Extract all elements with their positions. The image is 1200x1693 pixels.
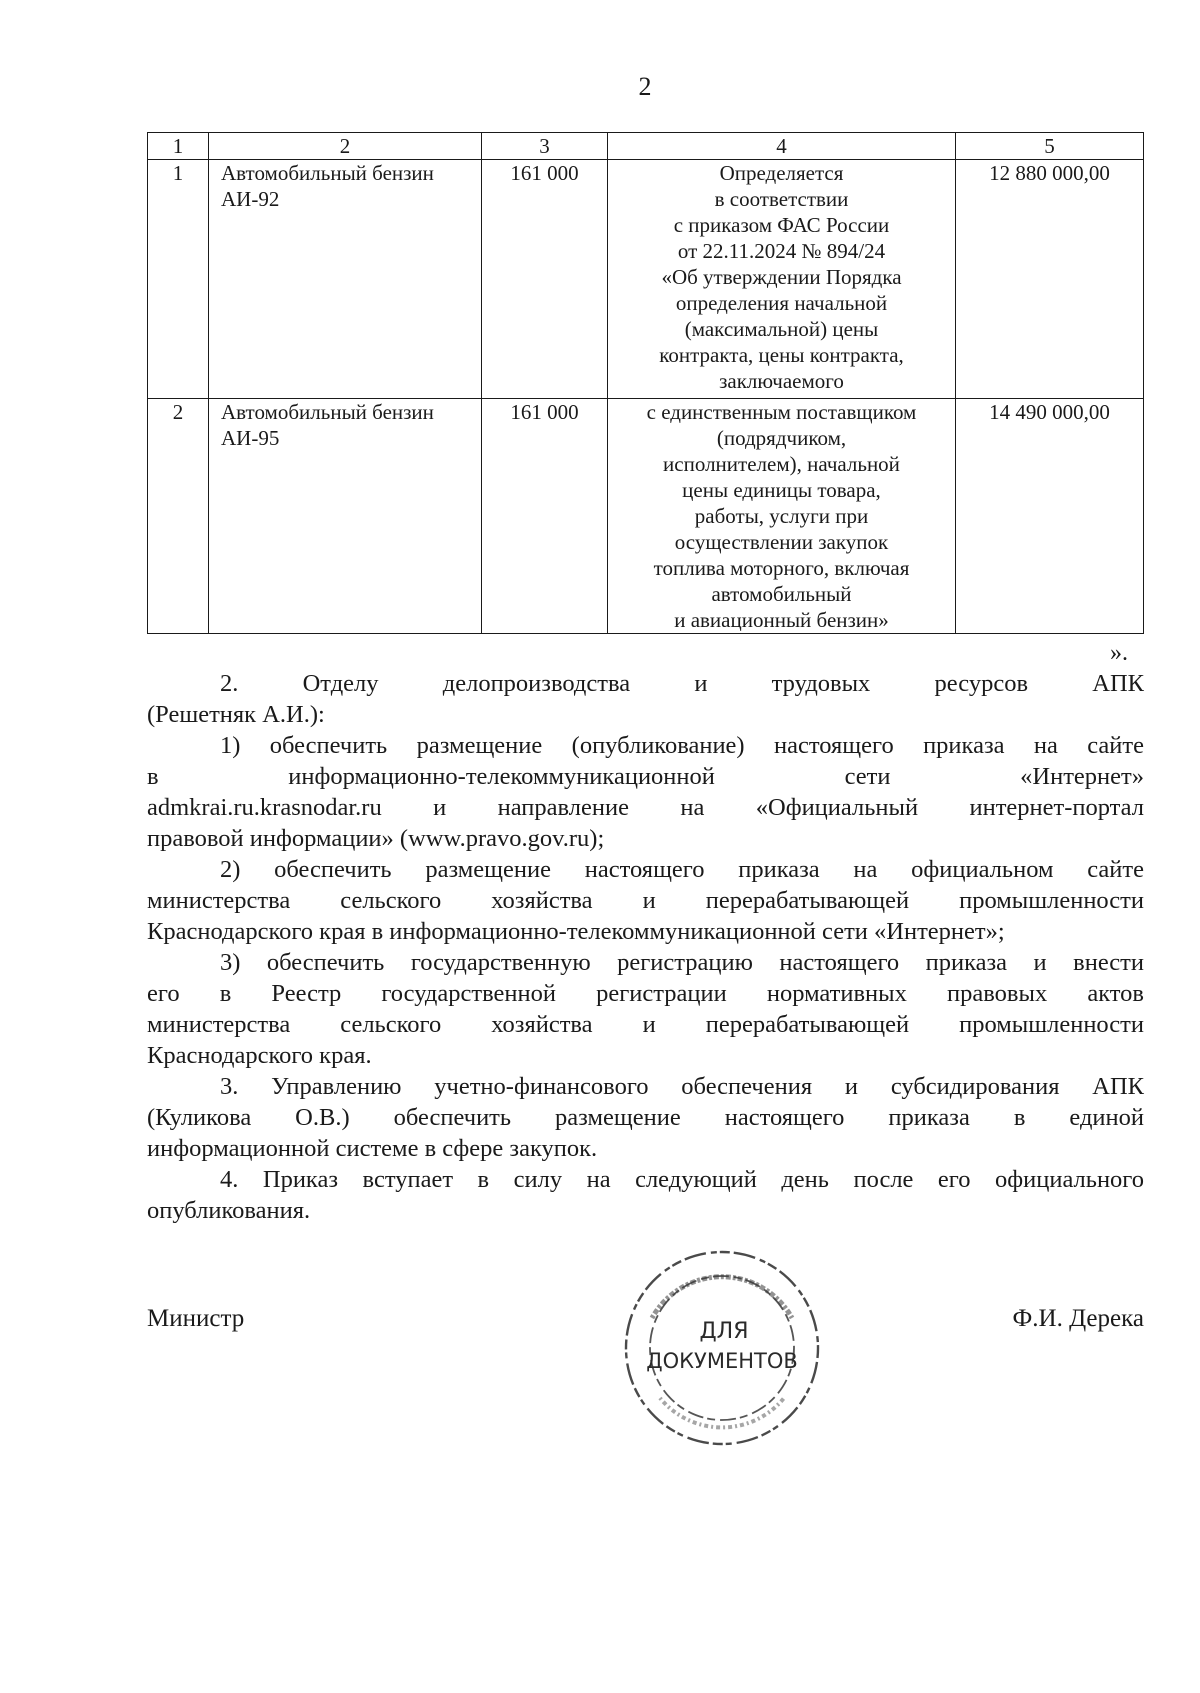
fuel-name-line: АИ-92 (221, 187, 280, 211)
closing-quote: ». (1110, 640, 1128, 666)
order-body (147, 668, 1144, 1226)
fuel-amount: 14 490 000,00 (956, 399, 1144, 634)
paragraph-line: admkrai.ru.krasnodar.ru и направление на «Официальный интернет-портал (147, 794, 1144, 821)
stamp-arc-lettering-bottom (660, 1398, 784, 1427)
stamp-outer-ring (626, 1252, 818, 1444)
method-line: (подрядчиком, (716, 426, 847, 450)
paragraph-line: 3) обеспечить государственную регистрацию настоящего приказа и внести (220, 949, 1144, 976)
table-row (148, 399, 1144, 634)
method-line: (максимальной) цены (684, 317, 879, 341)
fuel-quantity: 161 000 (482, 160, 608, 399)
table-header-cell: 3 (482, 133, 608, 160)
table-header-cell: 4 (608, 133, 956, 160)
official-stamp (612, 1238, 832, 1458)
paragraph-line: 2. Отделу делопроизводства и трудовых ресурсов АПК (220, 670, 1144, 697)
stamp-arc-lettering (652, 1277, 792, 1318)
method-line: заключаемого (719, 369, 844, 393)
table-header-cell: 5 (956, 133, 1144, 160)
paragraph-line: министерства сельского хозяйства и перерабатывающей промышленности (147, 1011, 1144, 1038)
method-line: от 22.11.2024 № 894/24 (677, 239, 886, 263)
row-number: 1 (148, 160, 209, 399)
paragraph-line: опубликования. (147, 1197, 311, 1224)
paragraph-line: информационной системе в сфере закупок. (147, 1135, 598, 1162)
paragraph-line: 1) обеспечить размещение (опубликование) настоящего приказа на сайте (220, 732, 1144, 759)
fuel-name-line: Автомобильный бензин (221, 400, 434, 424)
paragraph-line: (Куликова О.В.) обеспечить размещение настоящего приказа в единой (147, 1104, 1144, 1131)
method-line: автомобильный (711, 582, 852, 606)
fuel-name-line: Автомобильный бензин (221, 161, 434, 185)
stamp-text-line1: ДЛЯ (699, 1319, 749, 1344)
fuel-name-line: АИ-95 (221, 426, 280, 450)
paragraph-line: министерства сельского хозяйства и перерабатывающей промышленности (147, 887, 1144, 914)
table-header-cell: 1 (148, 133, 209, 160)
stamp-text-line2: ДОКУМЕНТОВ (646, 1349, 798, 1373)
method-line: контракта, цены контракта, (659, 343, 904, 367)
table-header-row (148, 133, 1144, 160)
signature-title: Министр (147, 1305, 245, 1332)
fuel-quantity: 161 000 (482, 399, 608, 634)
paragraph-line: 4. Приказ вступает в силу на следующий день после его официального (220, 1166, 1144, 1193)
signature-name: Ф.И. Дерека (1012, 1305, 1144, 1332)
method-line: Определяется (719, 161, 844, 185)
paragraph-line: Краснодарского края в информационно-телекоммуникационной сети «Интернет»; (147, 918, 1005, 945)
method-line: и авиационный бензин» (674, 608, 889, 632)
paragraph-line: 2) обеспечить размещение настоящего приказа на официальном сайте (220, 856, 1144, 883)
method-cell (608, 399, 956, 634)
row-number: 2 (148, 399, 209, 634)
method-line: исполнителем), начальной (663, 452, 900, 476)
method-line: в соответствии (714, 187, 849, 211)
method-line: цены единицы товара, (682, 478, 881, 502)
fuel-name (209, 160, 482, 399)
method-line: топлива моторного, включая (653, 556, 910, 580)
method-line: работы, услуги при (694, 504, 869, 528)
fuel-amount: 12 880 000,00 (956, 160, 1144, 399)
paragraph-line: его в Реестр государственной регистрации нормативных правовых актов (147, 980, 1144, 1007)
method-line: с единственным поставщиком (646, 400, 917, 424)
method-line: осуществлении закупок (674, 530, 889, 554)
table-header-cell: 2 (209, 133, 482, 160)
method-cell (608, 160, 956, 399)
method-line: определения начальной (675, 291, 888, 315)
method-line: «Об утверждении Порядка (661, 265, 902, 289)
table-row (148, 160, 1144, 399)
fuel-name (209, 399, 482, 634)
procurement-table (147, 132, 1144, 634)
method-line: с приказом ФАС России (673, 213, 890, 237)
paragraph-line: правовой информации» (www.pravo.gov.ru); (147, 825, 605, 852)
paragraph-line: в информационно-телекоммуникационной сети «Интернет» (147, 763, 1144, 790)
page-number: 2 (638, 72, 652, 101)
paragraph-line: Краснодарского края. (147, 1042, 372, 1069)
paragraph-line: 3. Управлению учетно-финансового обеспечения и субсидирования АПК (220, 1073, 1144, 1100)
paragraph-line: (Решетняк А.И.): (147, 701, 325, 728)
